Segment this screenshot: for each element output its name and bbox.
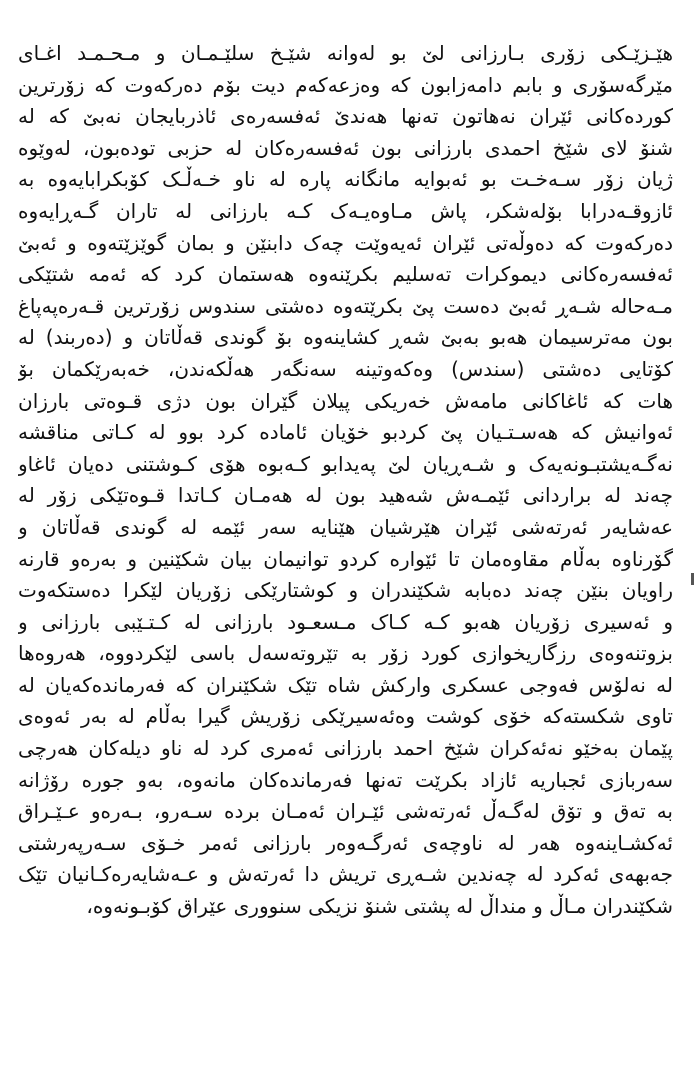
text-line-6: ئازوقـەدرابا بۆلەشکر، پاش مـاوەیـەک کـە بارزانی لە تاران گـەڕایەوە: [18, 198, 673, 223]
text-line-10: بون مەترسیمان هەبو بەبێ شەڕ کشاینەوە بۆ گوندی قەڵاتان و (دەربند) لە: [18, 325, 673, 350]
text-line-5: ژیان زۆر سـەخـت بو ئەبوایە مانگانە پارە لە ناو خـەڵـک کۆبکرابایەوە بە: [18, 167, 673, 192]
text-line-14: نەگـەیشتبـونەیەک و شـەڕیان لێ پەیدابو کـەبوە هۆی کـوشتنی دەیان ئاغاو: [18, 451, 673, 476]
text-line-13: ئەوانیش کە هەسـتـیان پێ کردبو خۆیان ئامادە کرد بوو لە کـاتی مناقشە: [18, 420, 673, 445]
text-line-18: راویان بنێن چەند دەبابە شکێندران و کوشتارێکی زۆریان لێکرا دەستکەوت: [18, 578, 673, 603]
text-line-28: شکێندران مـاڵ و منداڵ لە پشتی شنۆ نزیکی سنووری عێراق کۆبـونەوە،: [86, 894, 673, 919]
text-line-25: بە تەق و تۆق لەگـەڵ ئەرتەشی ئێـران ئەمـان بردە سـەرو، بـەرەو عـێـراق: [18, 799, 673, 824]
text-line-7: دەرکەوت کە دەوڵەتی ئێران ئەیەوێت چەک دابنێن و بمان گوێزێتەوە و ئەبێ: [18, 230, 673, 255]
text-line-11: کۆتایی دەشتی (سندس) وەکەوتینە سەنگەر هەڵکەندن، خەبەرێکمان بۆ: [18, 356, 673, 381]
text-line-9: مـەحالە شـەڕ ئەبێ دەست پێ بکرێتەوە دەشتی سندوس زۆرترین قـەرەپەپاغ: [18, 293, 673, 318]
text-line-19: و ئەسیری زۆریان هەبو کـە کـاک مـسعـود بارزانی لە کـتـێبی بارزانی و: [18, 609, 673, 634]
text-line-1: هێـزێـکی زۆری بـارزانی لێ بو لەوانە شێـخ سلێـمـان و مـحـمـد اغـای: [18, 41, 673, 65]
text-line-8: ئەفسەرەکانی دیموکرات تەسلیم بکرێنەوە هەستمان کرد کە ئەمە شتێکی: [18, 262, 673, 287]
text-line-21: لە نەلۆس فەوجی عسکری وارکش شاە تێک شکێنران کە فەرماندەکەیان لە: [18, 672, 673, 697]
text-line-17: گۆرناوە بەڵام مقاوەمان تا ئێوارە کردو توانیمان بیان شکێنین و بەرەو قارنە: [18, 546, 673, 571]
text-line-23: پێمان بەخێو نەئەکران شێخ احمد بارزانی ئەمری کرد لە ناو دیلەکان هەرچی: [18, 736, 673, 761]
text-line-12: هات کە ئاغاکانی مامەش خەریکی پیلان گێران بون دژی قـوەتی بارزان: [18, 388, 673, 413]
text-line-20: بزوتنەوەی رزگاریخوازی کورد زۆر بە تێروتەسەل باسی لێکردووە، هەروەها: [18, 641, 673, 666]
text-line-22: تاوی شکستەکە خۆی کوشت وەئەسیرێکی زۆریش گیرا بەڵام لە بەر ئەوەی: [18, 704, 673, 729]
body-text: [18, 38, 673, 923]
text-line-27: جەبهەی ئەکرد لە چەندین شـەڕی تریش دا ئەرتەش و عـەشایەرەکـانیان تێک: [18, 862, 673, 887]
text-line-2: مێرگەسۆری و بابم دامەزابون کە وەزعەکەم دیت بۆم دەرکەوت کە زۆرترین: [18, 72, 673, 97]
text-line-15: چەند لە براردانی ئێمـەش شەهید بون لە هەمـان کـاتدا قـوەتێکی زۆر لە: [18, 483, 673, 508]
text-line-4: شنۆ لای شێخ احمدی بارزانی بون ئەفسەرەکان لە حزبی تودەبون، لەوێوە: [18, 135, 673, 160]
text-line-26: ئەکشـاینەوە هەر لە ناوچەی ئەرگـەوەر بارزانی ئەمر خـۆی سـەرپەرشتی: [18, 830, 673, 855]
scan-edge-mark: [691, 573, 694, 585]
text-line-16: عەشایەر ئەرتەشی ئێران هێرشیان هێنایە سەر ئێمە لە گوندی قەڵاتان و: [18, 514, 673, 539]
text-line-3: کوردەکانی ئێران نەهاتون تەنها هەندێ ئەفسەرەی ئاذربایجان نەبێ کە لە: [18, 104, 673, 129]
text-line-24: سەربازی ئجباریە ئازاد بکرێت تەنها فەرماندەکان مانەوە، بەو جورە رۆژانە: [18, 767, 673, 792]
